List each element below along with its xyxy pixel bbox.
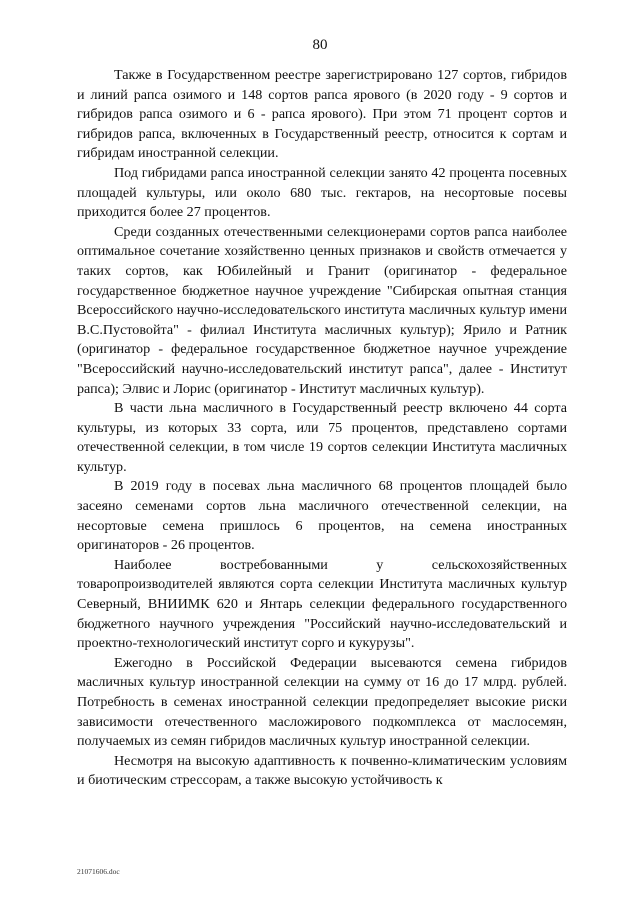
paragraph-foreign-seed-spending: Ежегодно в Российской Федерации высеваются семена гибридов масличных культур иностранной селекции на сумму от 16 до 17 млрд. рублей. Потребность в семенах иностранной селекции предопределяет высокие риски зависимости отечественного масложирового подкомплекса от маслосемян, получаемых из семян гибридов масличных культур иностранной селекции.: [77, 654, 567, 750]
page-number: 80: [312, 37, 328, 53]
paragraph-rapeseed-hybrid-area: Под гибридами рапса иностранной селекции занято 42 процента посевных площадей культуры, или около 680 тыс. гектаров, на несортовые посевы приходится более 27 процентов.: [77, 164, 567, 221]
paragraph-domestic-rapeseed-varieties: Среди созданных отечественными селекционерами сортов рапса наиболее оптимальное сочетание хозяйственно ценных признаков и свойств отмечается у таких сортов, как Юбилейный и Гранит (оригинатор - федеральное государственное бюджетное научное учреждение "Сибирская опытная станция Всероссийского научно-исследовательского института масличных культур имени В.С.Пустовойта" - филиал Института масличных культур); Ярило и Ратник (оригинатор - федеральное государственное бюджетное научное учреждение "Всероссийский научно-исследовательский институт рапса", далее - Институт рапса); Элвис и Лорис (оригинатор - Институт масличных культур).: [77, 223, 567, 397]
document-code: 21071606.doc: [77, 867, 120, 876]
paragraph-popular-varieties: Наиболее востребованными у сельскохозяйственных товаропроизводителей являются сорта селекции Института масличных культур Северный, ВНИИМК 620 и Янтарь селекции федерального государственного бюджетного научного учреждения "Российский научно-исследовательский и проектно-технологический институт сорго и кукурузы".: [77, 556, 567, 652]
paragraph-rapeseed-registry: Также в Государственном реестре зарегистрировано 127 сортов, гибридов и линий рапса озимого и 148 сортов рапса ярового (в 2020 году - 9 сортов и гибридов рапса озимого и 6 - рапса ярового). При этом 71 процент сортов и гибридов рапса, включенных в Государственный реестр, относится к сортам и гибридам иностранной селекции.: [77, 67, 567, 162]
document-body: [77, 66, 567, 791]
paragraph-adaptivity: Несмотря на высокую адаптивность к почвенно-климатическим условиям и биотическим стрессорам, а также высокую устойчивость к: [77, 752, 567, 789]
paragraph-flax-sowing-2019: В 2019 году в посевах льна масличного 68 процентов площадей было засеяно семенами сортов льна масличного отечественной селекции, на несортовые семена пришлось 6 процентов, на семена иностранных оригинаторов - 26 процентов.: [77, 478, 567, 554]
paragraph-flax-registry: В части льна масличного в Государственный реестр включено 44 сорта культуры, из которых 33 сорта, или 75 процентов, представлено сортами отечественной селекции, в том числе 19 сортов селекции Института масличных культур.: [77, 400, 567, 475]
